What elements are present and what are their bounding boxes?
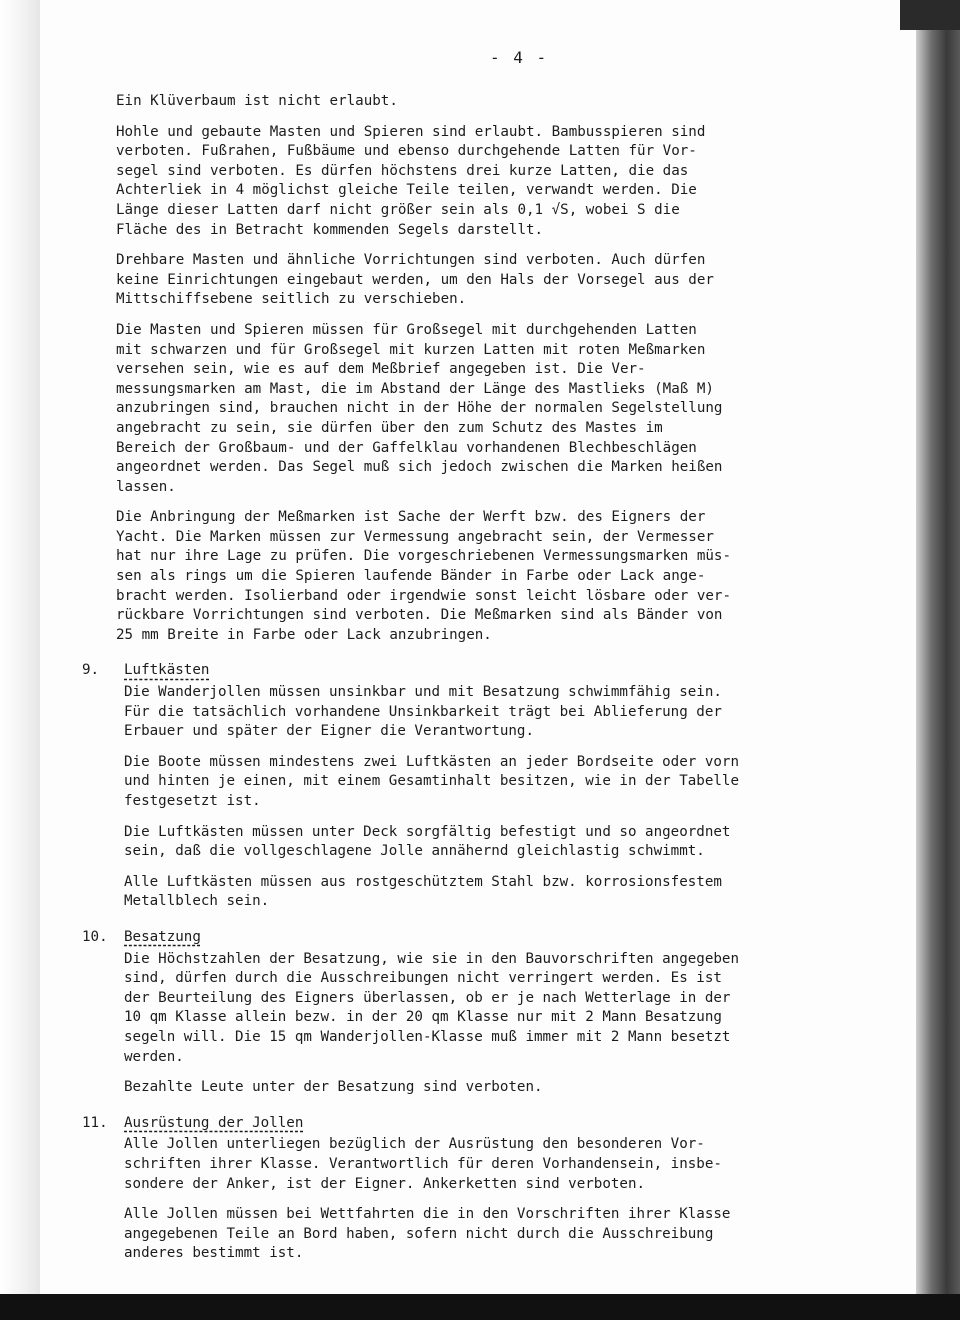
paragraph xyxy=(116,508,876,645)
text-line: Achterliek in 4 möglichst gleiche Teile teilen, verwandt werden. Die xyxy=(116,182,697,199)
text-line: rückbare Vorrichtungen sind verboten. Die Meßmarken sind als Bänder von xyxy=(116,607,723,624)
text-line: Bezahlte Leute unter der Besatzung sind verboten. xyxy=(124,1079,543,1096)
section-number: 9. xyxy=(82,662,100,679)
paragraph xyxy=(124,823,876,862)
text-line: festgesetzt ist. xyxy=(124,793,261,809)
text-line: Länge dieser Latten darf nicht größer sein als 0,1 √S, wobei S die xyxy=(116,201,680,218)
text-line: mit schwarzen und für Großsegel mit kurzen Latten mit roten Meßmarken xyxy=(116,341,706,358)
text-line: segel sind verboten. Es dürfen höchstens drei kurze Latten, die das xyxy=(116,162,689,179)
text-line: Für die tatsächlich vorhandene Unsinkbarkeit trägt bei Ablieferung der xyxy=(124,703,722,720)
text-line: Mittschiffsebene seitlich zu verschieben. xyxy=(116,291,467,308)
paragraph xyxy=(124,1205,876,1264)
text-line: lassen. xyxy=(116,478,176,495)
paragraph xyxy=(124,873,876,912)
paragraph xyxy=(124,1135,876,1194)
section-body xyxy=(124,1114,876,1264)
text-line: Metallblech sein. xyxy=(124,893,270,910)
text-line: werden. xyxy=(124,1048,184,1065)
paragraph xyxy=(116,321,876,497)
text-line: Hohle und gebaute Masten und Spieren sind erlaubt. Bambusspieren sind xyxy=(116,123,706,140)
text-line: 10 qm Klasse allein bezw. in der 20 qm Klasse nur mit 2 Mann Besatzung xyxy=(124,1009,722,1026)
intro-text xyxy=(116,92,876,645)
text-line: Die Boote müssen mindestens zwei Luftkästen an jeder Bordseite oder vorn xyxy=(124,753,739,770)
text-line: Die Anbringung der Meßmarken ist Sache der Werft bzw. des Eigners der xyxy=(116,509,706,526)
section-number: 11. xyxy=(82,1114,108,1131)
text-line: angebracht zu sein, sie dürfen über den zum Schutz des Mastes im xyxy=(116,419,663,436)
text-line: Die Wanderjollen müssen unsinkbar und mit Besatzung schwimmfähig sein. xyxy=(124,684,722,701)
section xyxy=(82,1114,876,1264)
text-line: sen als rings um die Spieren laufende Bänder in Farbe oder Lack ange- xyxy=(116,568,706,585)
paragraph xyxy=(124,950,876,1068)
text-line: und hinten je einen, mit einem Gesamtinhalt besitzen, wie in der Tabelle xyxy=(124,773,739,790)
text-line: 25 mm Breite in Farbe oder Lack anzubringen. xyxy=(116,626,492,643)
sections xyxy=(82,661,876,1263)
paragraph xyxy=(116,92,876,112)
text-line: Erbauer und später der Eigner die Verantwortung. xyxy=(124,723,534,740)
text-line: schriften ihrer Klasse. Verantwortlich für deren Vorhandensein, insbe- xyxy=(124,1155,722,1172)
text-line: hat nur ihre Lage zu prüfen. Die vorgeschriebenen Vermessungsmarken müs- xyxy=(116,548,731,565)
text-line: Die Luftkästen müssen unter Deck sorgfältig befestigt und so angeordnet xyxy=(124,823,731,840)
text-line: Die Masten und Spieren müssen für Großsegel mit durchgehenden Latten xyxy=(116,321,697,338)
paragraph xyxy=(116,123,876,241)
text-line: Die Höchstzahlen der Besatzung, wie sie in den Bauvorschriften angegeben xyxy=(124,950,739,967)
scan-bottom-edge xyxy=(0,1294,960,1320)
text-line: keine Einrichtungen eingebaut werden, um den Hals der Vorsegel aus der xyxy=(116,271,714,288)
paragraph xyxy=(116,251,876,310)
text-line: Alle Luftkästen müssen aus rostgeschütztem Stahl bzw. korrosionsfestem xyxy=(124,873,722,890)
paragraph xyxy=(124,1078,876,1098)
text-line: angeordnet werden. Das Segel muß sich jedoch zwischen die Marken heißen xyxy=(116,459,723,476)
section-body xyxy=(124,928,876,1098)
text-line: anzubringen sind, brauchen nicht in der Höhe der normalen Segelstellung xyxy=(116,400,723,417)
section-title: Luftkästen xyxy=(124,662,210,679)
text-line: bracht werden. Isolierband oder irgendwie sonst leicht lösbare oder ver- xyxy=(116,587,731,604)
section-number: 10. xyxy=(82,928,108,945)
text-line: der Beurteilung des Eigners überlassen, ob er je nach Wetterlage in der xyxy=(124,989,731,1006)
section-body xyxy=(124,661,876,912)
text-line: Drehbare Masten und ähnliche Vorrichtungen sind verboten. Auch dürfen xyxy=(116,252,706,269)
text-line: Yacht. Die Marken müssen zur Vermessung angebracht sein, der Vermesser xyxy=(116,528,714,545)
scan-right-top-corner xyxy=(900,0,960,30)
text-line: Alle Jollen müssen bei Wettfahrten die in den Vorschriften ihrer Klasse xyxy=(124,1206,731,1223)
text-line: Ein Klüverbaum ist nicht erlaubt. xyxy=(116,93,398,109)
page-number: - 4 - xyxy=(490,48,549,67)
section-title: Ausrüstung der Jollen xyxy=(124,1114,304,1131)
paragraph xyxy=(124,753,876,812)
section-title: Besatzung xyxy=(124,928,201,945)
section xyxy=(82,928,876,1098)
text-line: Fläche des in Betracht kommenden Segels darstellt. xyxy=(116,221,544,238)
scan-right-edge xyxy=(916,0,960,1320)
text-line: Alle Jollen unterliegen bezüglich der Ausrüstung den besonderen Vor- xyxy=(124,1136,705,1153)
section xyxy=(82,661,876,912)
text-line: Bereich der Großbaum- und der Gaffelklau vorhandenen Blechbeschlägen xyxy=(116,439,697,456)
text-line: versehen sein, wie es auf dem Meßbrief angegeben ist. Die Ver- xyxy=(116,361,646,378)
text-line: sein, daß die vollgeschlagene Jolle annähernd gleichlastig schwimmt. xyxy=(124,843,705,860)
text-line: segeln will. Die 15 qm Wanderjollen-Klasse muß immer mit 2 Mann besetzt xyxy=(124,1028,731,1045)
text-line: sondere der Anker, ist der Eigner. Ankerketten sind verboten. xyxy=(124,1175,646,1192)
document-body xyxy=(82,92,876,1275)
scan-left-edge xyxy=(0,0,40,1320)
text-line: angegebenen Teile an Bord haben, sofern nicht durch die Ausschreibung xyxy=(124,1225,714,1242)
paragraph xyxy=(124,683,876,742)
text-line: anderes bestimmt ist. xyxy=(124,1245,304,1262)
text-line: messungsmarken am Mast, die im Abstand der Länge des Mastlieks (Maß M) xyxy=(116,380,714,397)
text-line: sind, dürfen durch die Ausschreibungen nicht verringert werden. Es ist xyxy=(124,970,722,987)
text-line: verboten. Fußrahen, Fußbäume und ebenso durchgehende Latten für Vor- xyxy=(116,143,697,160)
